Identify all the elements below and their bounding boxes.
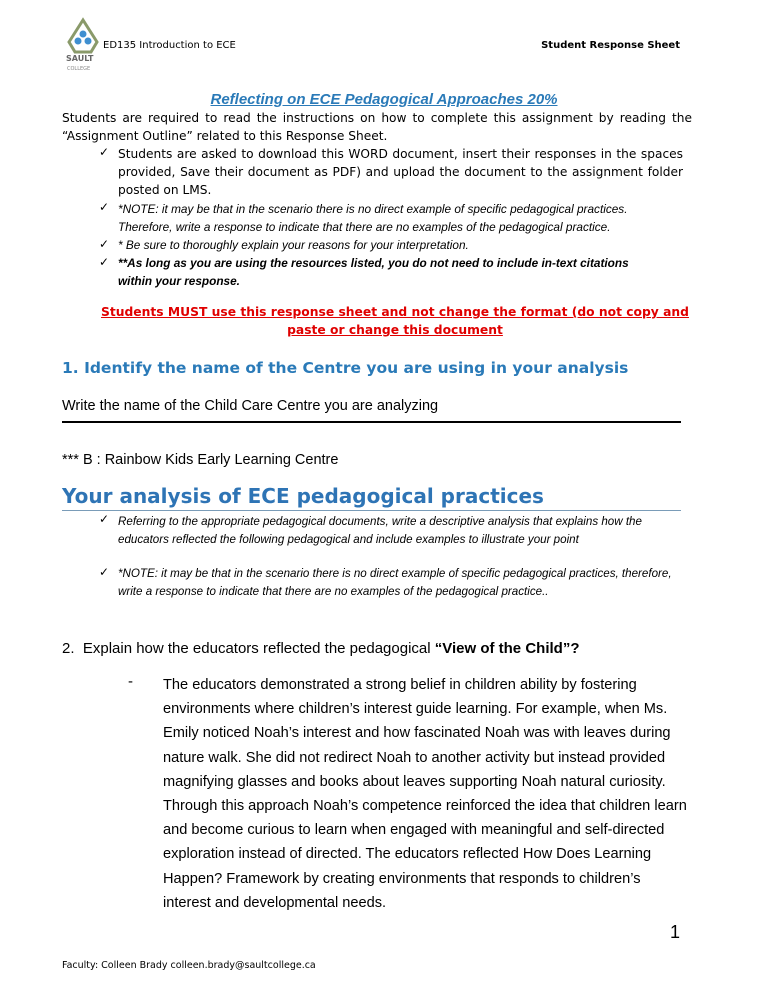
page-title: Reflecting on ECE Pedagogical Approaches 20% bbox=[210, 91, 558, 108]
checklist-item: * Be sure to thoroughly explain your reasons for your interpretation. bbox=[118, 238, 469, 252]
svg-text:SAULT: SAULT bbox=[66, 54, 94, 63]
section1-heading: 1. Identify the name of the Centre you are using in your analysis bbox=[62, 359, 629, 377]
footer-faculty: Faculty: Colleen Brady colleen.brady@saultcollege.ca bbox=[62, 960, 316, 971]
checkmark-icon: ✓ bbox=[99, 255, 110, 269]
checklist-item: **As long as you are using the resources listed, you do not need to include in-text citations within your response. bbox=[118, 256, 629, 288]
section1-answer[interactable]: *** B : Rainbow Kids Early Learning Centre bbox=[62, 452, 339, 468]
divider bbox=[62, 510, 681, 511]
analysis-bullet: *NOTE: it may be that in the scenario there is no direct example of specific pedagogical practices, therefore, write a response to indicate that there are no examples of the pedagogical practice.. bbox=[118, 567, 672, 598]
checkmark-icon: ✓ bbox=[99, 565, 110, 579]
sault-college-logo bbox=[66, 16, 100, 72]
question2-emphasis: “View of the Child”? bbox=[434, 640, 580, 657]
page-number: 1 bbox=[669, 922, 680, 942]
doc-type-header: Student Response Sheet bbox=[541, 40, 680, 51]
question2-answer[interactable]: The educators demonstrated a strong belief in children ability by fostering environments where children’s interest guide learning. For example, when Ms. Emily noticed Noah’s interest and how fascinated Noah was with leaves during nature walk. She did not redirect Noah to another activity but instead provided magnifying glasses and books about leaves supporting Noah natural curiosity. Through this approach Noah’s competence reinforced the idea that children learn and become curious to learn when engaged with meaningful and self-directed exploration instead of directed. The educators reflected How Does Learning Happen? Framework by creating environments that responds to children’s interest and developmental needs. bbox=[163, 677, 687, 911]
warning-text: Students MUST use this response sheet and not change the format (do not copy and paste or change this document bbox=[101, 305, 689, 337]
svg-text:COLLEGE: COLLEGE bbox=[67, 66, 91, 72]
dash-marker: - bbox=[128, 673, 133, 690]
analysis-bullet: Referring to the appropriate pedagogical documents, write a descriptive analysis that explains how the educators reflected the following pedagogical and include examples to illustrate your point bbox=[118, 515, 642, 546]
checkmark-icon: ✓ bbox=[99, 200, 110, 214]
checklist-item: Students are asked to download this WORD document, insert their responses in the spaces provided, Save their document as PDF) and upload the document to the assignment folder posted on LMS. bbox=[118, 147, 683, 197]
checkmark-icon: ✓ bbox=[99, 512, 110, 526]
section1-prompt: Write the name of the Child Care Centre you are analyzing bbox=[62, 398, 439, 414]
course-header: ED135 Introduction to ECE bbox=[103, 40, 236, 51]
checkmark-icon: ✓ bbox=[99, 237, 110, 251]
question2-text: 2. Explain how the educators reflected the pedagogical bbox=[62, 640, 435, 657]
divider bbox=[62, 421, 681, 423]
intro-text bbox=[62, 109, 692, 145]
intro-line: “Assignment Outline” related to this Response Sheet. bbox=[62, 129, 388, 143]
checkmark-icon: ✓ bbox=[99, 145, 110, 159]
question2 bbox=[62, 640, 579, 657]
intro-line: Students are required to read the instructions on how to complete this assignment by reading the bbox=[62, 111, 692, 125]
section2-heading: Your analysis of ECE pedagogical practices bbox=[62, 484, 544, 508]
checklist-item: *NOTE: it may be that in the scenario there is no direct example of specific pedagogical practices. Therefore, write a response to indicate that there are no examples of the pedagogical practice. bbox=[118, 202, 628, 234]
